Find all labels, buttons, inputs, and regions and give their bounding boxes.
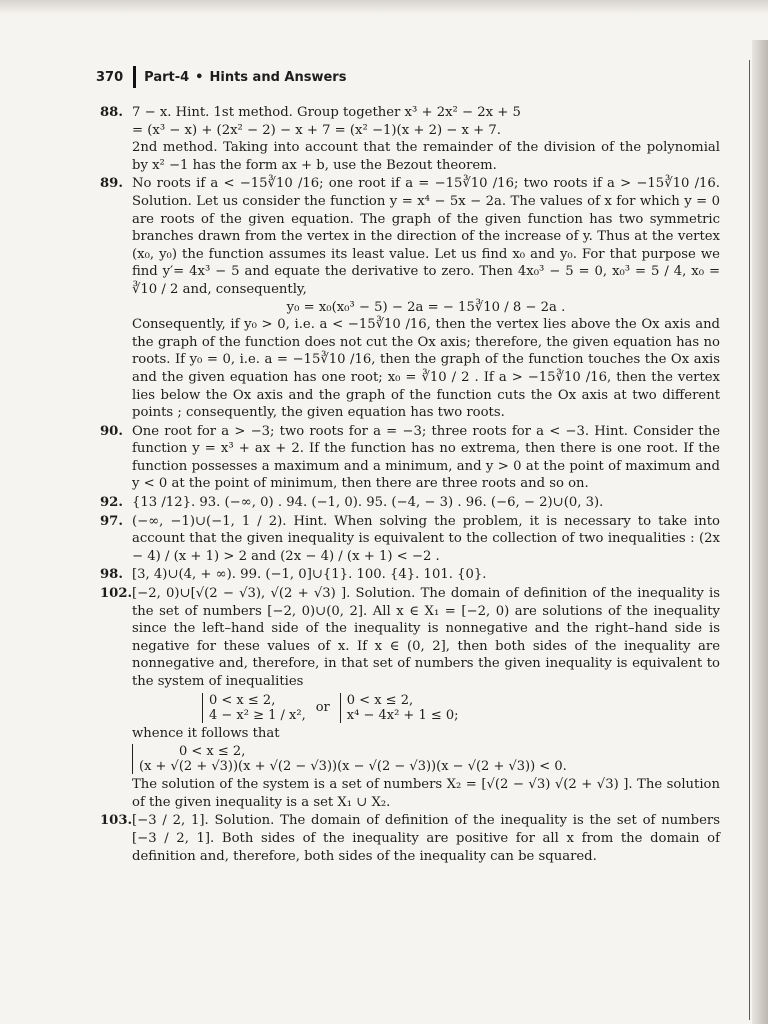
answer-paragraph: [−2, 0)∪[√(2 − √3), √(2 + √3) ]. Solution. The domain of definition of the inequality is the set of numbers [−2, 0)∪(0, 2]. All x ∈ X₁ = [−2, 0) are solutions of the inequality since the left–hand side of the inequality is nonnegative and the right–hand side is negative for these values of x. If x ∈ (0, 2], then both sides of the inequality are nonnegative and, therefore, in that set of numbers the given inequality is equivalent to the system of inequalities	[132, 586, 720, 689]
answer-number: 92.	[100, 495, 123, 511]
answer-paragraph: (−∞, −1)∪(−1, 1 / 2). Hint. When solving the problem, it is necessary to take into account that the given inequality is equivalent to the collection of two inequalities : (2x − 4) / (x + 1) > 2 and (2x − 4) / (x + 1) < −2 .	[132, 513, 720, 564]
answer-number: 103.	[100, 813, 133, 829]
formula: y₀ = x₀(x₀³ − 5) − 2a = − 15∛10 / 8 − 2a .	[286, 299, 566, 315]
running-header	[96, 66, 346, 88]
system-line: 0 < x ≤ 2,	[179, 744, 246, 760]
answer-102	[100, 585, 720, 811]
system-line: 0 < x ≤ 2,	[346, 692, 414, 708]
answers-content	[100, 104, 720, 866]
answer-paragraph: No roots if a < −15∛10 /16; one root if a = −15∛10 /16; two roots if a > −15∛10 /16. Solution. Let us consider the function y = x⁴ − 5x − 2a. The values of x for which y = 0 are roots of the given equation. The graph of the given function has two symmetric branches drawn from the vertex in the direction of the increase of y. Thus at the vertex (x₀, y₀) the function assumes its least value. Let us find x₀ and y₀. For that purpose we find y′= 4x³ − 5 and equate the derivative to zero. Then 4x₀³ − 5 = 0, x₀³ = 5 / 4, x₀ = ∛10 / 2 and, consequently,	[132, 176, 720, 297]
answer-97	[100, 513, 720, 566]
answer-89	[100, 175, 720, 421]
answer-number: 88.	[100, 105, 123, 120]
answer-number: 97.	[100, 513, 123, 529]
header-divider	[133, 66, 136, 88]
answer-103	[100, 812, 720, 865]
page-binding-edge	[752, 40, 768, 1024]
answer-98	[100, 566, 720, 584]
answer-line: whence it follows that	[132, 725, 280, 741]
page-edge-line	[749, 60, 750, 1020]
answer-line: 7 − x. Hint. 1st method. Group together x³ + 2x² − 2x + 5	[132, 105, 521, 120]
answer-paragraph: One root for a > −3; two roots for a = −3; three roots for a < −3. Hint. Consider the function y = x³ + ax + 2. If the function has no extrema, then there is one root. If the function possesses a maximum and a minimum, and y > 0 at the point of maximum and y < 0 at the point of minimum, then there are three roots and so on.	[132, 423, 720, 492]
system-line: 0 < x ≤ 2,	[209, 692, 276, 708]
answer-number: 98.	[100, 567, 123, 583]
answer-line: 2nd method. Taking into account that the remainder of the division of the polynomial by x² −1 has the form ax + b, use the Bezout theorem.	[132, 140, 720, 173]
answer-paragraph: [3, 4)∪(4, + ∞). 99. (−1, 0]∪{1}. 100. {4}. 101. {0}.	[132, 567, 487, 583]
system-line: x⁴ − 4x² + 1 ≤ 0;	[346, 707, 459, 723]
answer-88	[100, 104, 720, 174]
system-b	[340, 693, 459, 723]
section-title: Hints and Answers	[209, 69, 347, 85]
answer-paragraph: Consequently, if y₀ > 0, i.e. a < −15∛10 /16, then the vertex lies above the Ox axis and the graph of the function does not cut the Ox axis; therefore, the given equation has no roots. If y₀ = 0, i.e. a = −15∛10 /16, then the graph of the function touches the Ox axis and the given equation has one root; x₀ = ∛10 / 2 . If a > −15∛10 /16, then the vertex lies below the Ox axis and the graph of the function cuts the Ox axis at two different points ; consequently, the given equation has two roots.	[132, 317, 720, 421]
answer-line: = (x³ − x) + (2x² − 2) − x + 7 = (x² −1)(x + 2) − x + 7.	[132, 122, 501, 138]
system-line: (x + √(2 + √3))(x + √(2 − √3))(x − √(2 − √3))(x − √(2 + √3)) < 0.	[139, 759, 567, 775]
system-line: 4 − x² ≥ 1 / x²,	[209, 707, 306, 723]
page-top-shadow	[0, 0, 768, 14]
answer-paragraph: {13 /12}. 93. (−∞, 0) . 94. (−1, 0). 95. (−4, − 3) . 96. (−6, − 2)∪(0, 3).	[132, 495, 604, 511]
answer-paragraph: The solution of the system is a set of numbers X₂ = [√(2 − √3) √(2 + √3) ]. The solution of the given inequality is a set X₁ ∪ X₂.	[132, 777, 720, 810]
answer-number: 89.	[100, 176, 123, 192]
answer-paragraph: [−3 / 2, 1]. Solution. The domain of definition of the inequality is the set of numbers [−3 / 2, 1]. Both sides of the inequality are positive for all x from the domain of definition and, therefore, both sides of the inequality can be squared.	[132, 813, 720, 864]
bullet-icon: •	[195, 69, 204, 85]
inequality-systems	[202, 693, 720, 723]
answer-number: 102.	[100, 586, 133, 602]
answer-number: 90.	[100, 423, 123, 439]
page-number: 370	[96, 69, 124, 85]
system-c	[132, 744, 720, 774]
part-label: Part-4	[144, 69, 190, 85]
answer-92	[100, 494, 720, 512]
answer-90	[100, 423, 720, 493]
or-word: or	[315, 700, 330, 716]
system-a	[202, 693, 306, 723]
